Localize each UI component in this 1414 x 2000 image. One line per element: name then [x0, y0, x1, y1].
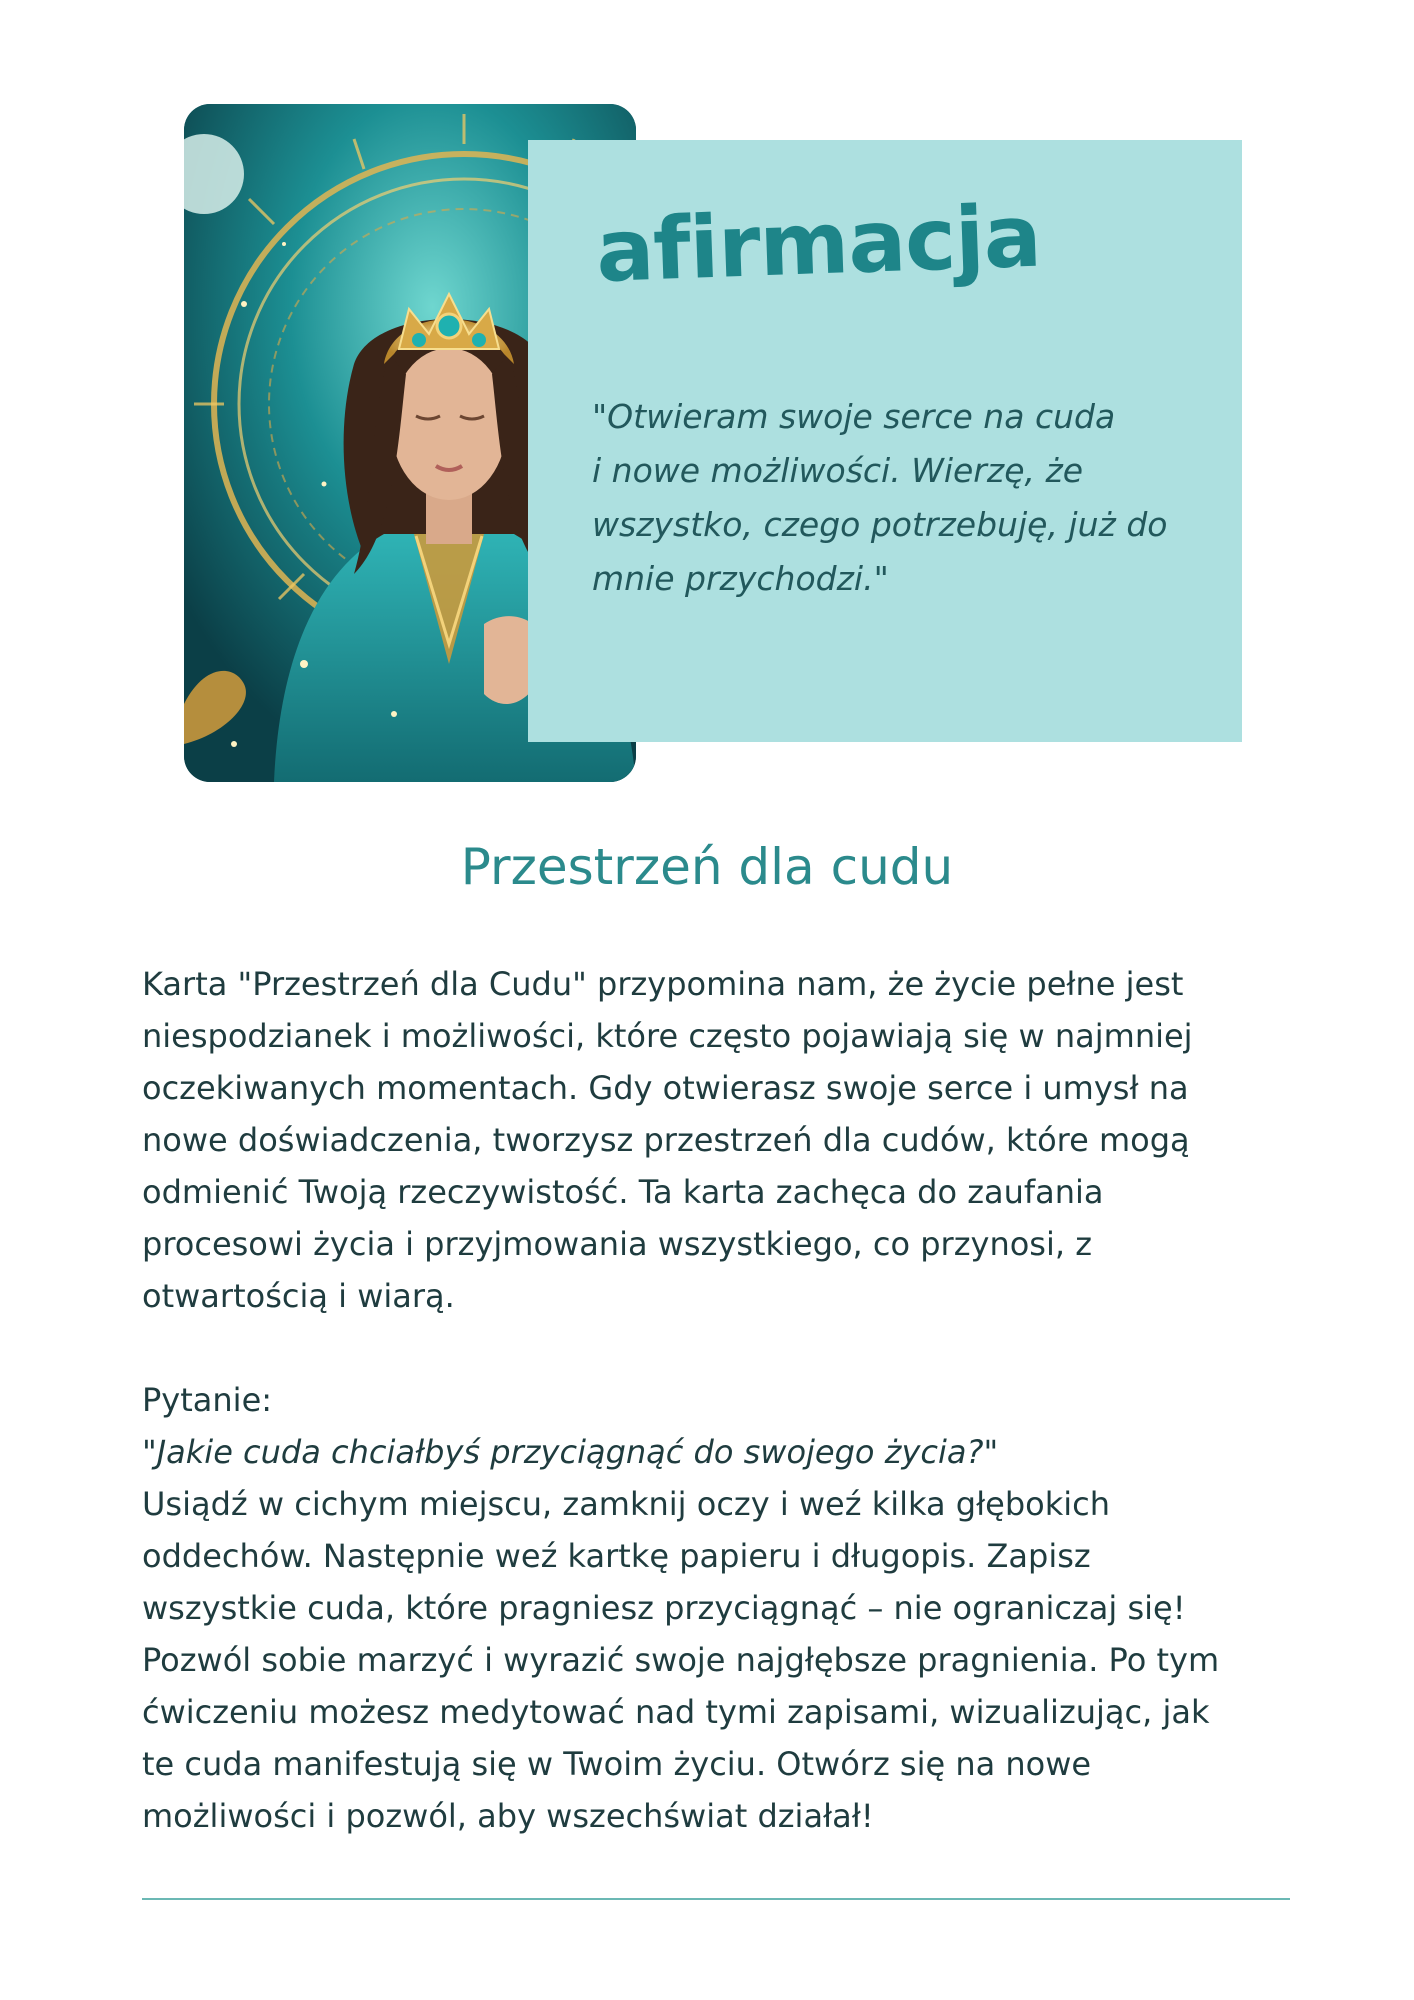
card-description [142, 958, 1292, 1842]
question-label: Pytanie: [142, 1381, 273, 1419]
exercise-line: wszystkie cuda, które pragniesz przyciągnąć – nie ograniczaj się! [142, 1589, 1186, 1627]
exercise-line: ćwiczeniu możesz medytować nad tymi zapisami, wizualizując, jak [142, 1693, 1210, 1731]
affirmation-quote-line: i nowe możliwości. Wierzę, że [592, 451, 1084, 490]
affirmation-quote-line: mnie przychodzi." [592, 559, 889, 598]
description-line: odmienić Twoją rzeczywistość. Ta karta zachęca do zaufania [142, 1173, 1104, 1211]
exercise-line: oddechów. Następnie weź kartkę papieru i długopis. Zapisz [142, 1537, 1091, 1575]
description-line: Karta "Przestrzeń dla Cudu" przypomina nam, że życie pełne jest [142, 965, 1184, 1003]
affirmation-title: afirmacja [594, 186, 1043, 302]
exercise-line: Pozwól sobie marzyć i wyrazić swoje najgłębsze pragnienia. Po tym [142, 1641, 1220, 1679]
question-text: "Jakie cuda chciałbyś przyciągnąć do swojego życia?" [142, 1433, 999, 1471]
exercise-line: Usiądź w cichym miejscu, zamknij oczy i weź kilka głębokich [142, 1485, 1111, 1523]
card-title: Przestrzeń dla cudu [460, 838, 954, 896]
footer-divider [142, 1898, 1290, 1900]
exercise-line: te cuda manifestują się w Twoim życiu. Otwórz się na nowe [142, 1745, 1092, 1783]
affirmation-quote-line: "Otwieram swoje serce na cuda [592, 397, 1116, 436]
description-line: nowe doświadczenia, tworzysz przestrzeń dla cudów, które mogą [142, 1121, 1190, 1159]
description-line: procesowi życia i przyjmowania wszystkiego, co przynosi, z [142, 1225, 1092, 1263]
affirmation-box [528, 140, 1242, 742]
exercise-line: możliwości i pozwól, aby wszechświat działał! [142, 1797, 874, 1835]
description-line: oczekiwanych momentach. Gdy otwierasz swoje serce i umysł na [142, 1069, 1189, 1107]
description-line: otwartością i wiarą. [142, 1277, 455, 1315]
affirmation-quote-line: wszystko, czego potrzebuję, już do [592, 505, 1168, 544]
affirmation-quote [592, 390, 1192, 606]
description-line: niespodzianek i możliwości, które często pojawiają się w najmniej [142, 1017, 1193, 1055]
